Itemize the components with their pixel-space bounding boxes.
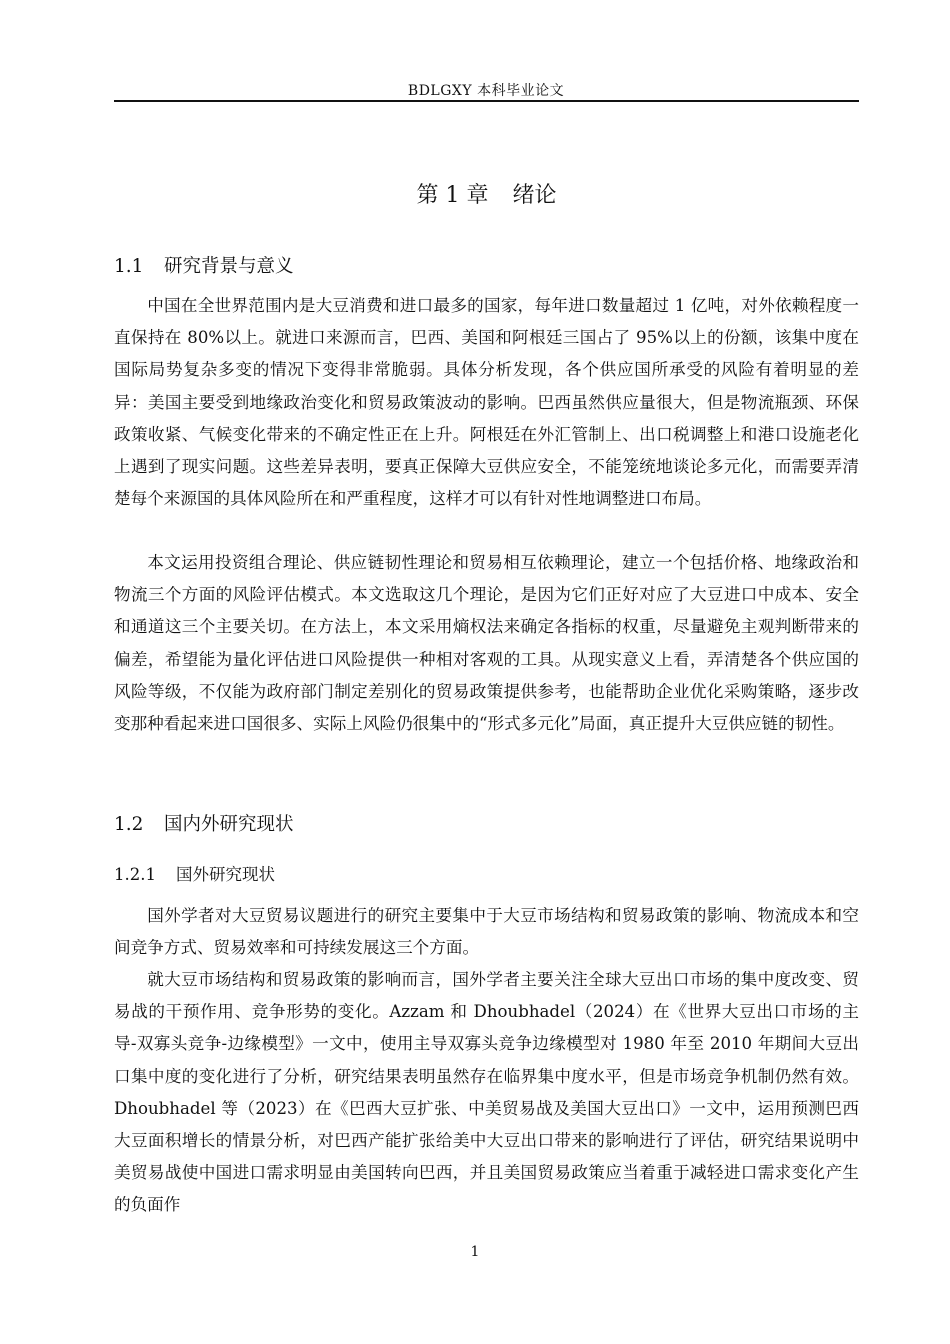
subsection-number: 1.2.1 bbox=[114, 865, 156, 884]
section-number: 1.2 bbox=[114, 814, 144, 835]
section-title: 国内外研究现状 bbox=[164, 814, 294, 835]
page-number: 1 bbox=[470, 1244, 480, 1260]
subsection-title: 国外研究现状 bbox=[176, 865, 275, 884]
section-number: 1.1 bbox=[114, 256, 144, 277]
subsection-heading-1-2-1 bbox=[114, 861, 275, 885]
chapter-title bbox=[114, 178, 859, 209]
paragraph: 中国在全世界范围内是大豆消费和进口最多的国家，每年进口数量超过 1 亿吨，对外依赖程度一直保持在 80%以上。就进口来源而言，巴西、美国和阿根廷三国占了 95%以上的份额，该集中度在国际局势复杂多变的情况下变得非常脆弱。具体分析发现，各个供应国所承受的风险有着明显的差异：美国主要受到地缘政治变化和贸易政策波动的影响。巴西虽然供应量很大，但是物流瓶颈、环保政策收紧、气候变化带来的不确定性正在上升。阿根廷在外汇管制上、出口税调整上和港口设施老化上遇到了现实问题。这些差异表明，要真正保障大豆供应安全，不能笼统地谈论多元化，而需要弄清楚每个来源国的具体风险所在和严重程度，这样才可以有针对性地调整进口布局。 bbox=[114, 296, 859, 509]
chapter-number: 第 1 章 bbox=[416, 183, 489, 208]
paragraph: 本文运用投资组合理论、供应链韧性理论和贸易相互依赖理论，建立一个包括价格、地缘政治和物流三个方面的风险评估模式。本文选取这几个理论，是因为它们正好对应了大豆进口中成本、安全和通道这三个主要关切。在方法上，本文采用熵权法来确定各指标的权重，尽量避免主观判断带来的偏差，希望能为量化评估进口风险提供一种相对客观的工具。从现实意义上看，弄清楚各个供应国的风险等级，不仅能为政府部门制定差别化的贸易政策提供参考，也能帮助企业优化采购策略，逐步改变那种看起来进口国很多、实际上风险仍很集中的“形式多元化”局面，真正提升大豆供应链的韧性。 bbox=[114, 553, 859, 734]
section-title: 研究背景与意义 bbox=[164, 256, 294, 277]
chapter-name: 绪论 bbox=[512, 183, 557, 208]
header-rule bbox=[114, 100, 859, 102]
section-heading-1-1 bbox=[114, 252, 294, 278]
paragraph: 就大豆市场结构和贸易政策的影响而言，国外学者主要关注全球大豆出口市场的集中度改变、贸易战的干预作用、竞争形势的变化。Azzam 和 Dhoubhadel（2024）在《世界大豆出口市场的主导-双寡头竞争-边缘模型》一文中，使用主导双寡头竞争边缘模型对 1980 年至 2010 年期间大豆出口集中度的变化进行了分析，研究结果表明虽然存在临界集中度水平，但是市场竞争机制仍然有效。Dhoubhadel 等（2023）在《巴西大豆扩张、中美贸易战及美国大豆出口》一文中，运用预测巴西大豆面积增长的情景分析，对巴西产能扩张给美中大豆出口带来的影响进行了评估，研究结果说明中美贸易战使中国进口需求明显由美国转向巴西，并且美国贸易政策应当着重于减轻进口需求变化产生的负面作 bbox=[114, 970, 859, 1215]
section-heading-1-2 bbox=[114, 810, 294, 836]
running-header: BDLGXY 本科毕业论文 bbox=[407, 83, 565, 99]
paragraph: 国外学者对大豆贸易议题进行的研究主要集中于大豆市场结构和贸易政策的影响、物流成本和空间竞争方式、贸易效率和可持续发展这三个方面。 bbox=[114, 906, 859, 958]
